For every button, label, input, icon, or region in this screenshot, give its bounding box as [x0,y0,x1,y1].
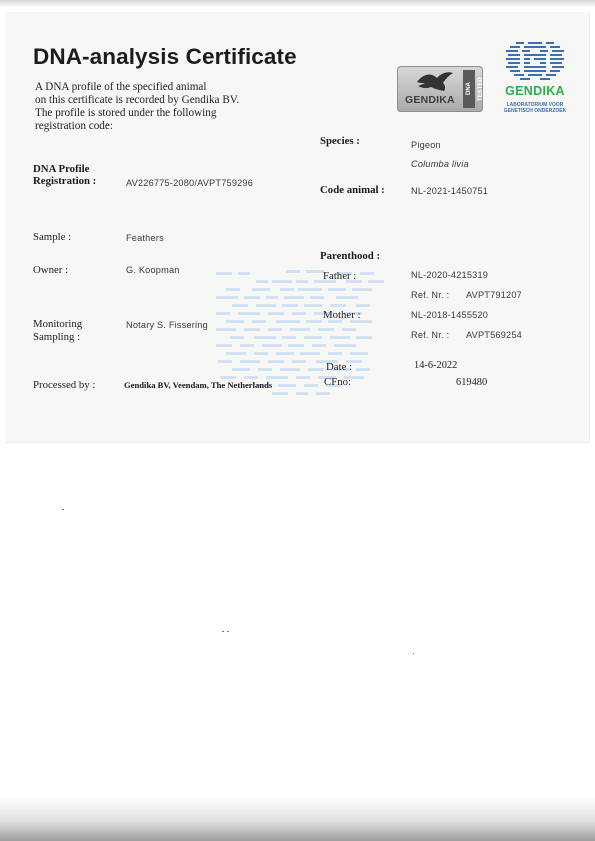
owner-label: Owner : [33,264,69,276]
badge-brand: GENDIKA [405,94,455,106]
father-code: NL-2020-4215319 [411,270,489,280]
profile-registration-value: AV226775-2080/AVPT759296 [126,178,254,188]
processed-by-text: Gendika BV, Veendam, The Netherlands [124,380,273,390]
species-label: Species : [320,135,360,147]
gendika-logo-icon [506,42,564,82]
dna-watermark-icon [196,262,416,398]
logo-name: GENDIKA [505,84,565,98]
mother-code: NL-2018-1455520 [411,310,489,320]
intro-text-line-3: The profile is stored under the following [35,107,217,119]
species-latin-name: Columba livia [411,159,469,169]
mother-ref-value: AVPT569254 [466,330,522,340]
profile-registration-label-line-2: Registration : [33,175,97,187]
scan-speck [227,631,229,632]
code-animal-label: Code animal : [320,184,385,196]
sample-label: Sample : [33,231,72,243]
intro-text-line-4: registration code: [35,120,113,132]
monitoring-sampling-label-line-1: Monitoring [33,318,83,330]
processed-by-value [124,380,272,390]
processed-by-label: Processed by : [33,379,96,391]
code-animal-value: NL-2021-1450751 [411,186,489,196]
gendika-logo [502,42,568,120]
species-common-name: Pigeon [411,140,441,150]
intro-text-line-2: on this certificate is recorded by Gendika BV. [35,94,240,106]
profile-registration-label-line-1: DNA Profile [33,163,90,175]
cfno-label: CFno: [324,376,352,388]
owner-value: G. Koopman [126,265,180,275]
mother-ref-label: Ref. Nr. : [411,330,450,340]
page-edge [0,0,595,8]
monitoring-sampling-value: Notary S. Fissering [126,320,208,330]
monitoring-sampling-label-line-2: Sampling : [33,331,81,343]
father-ref-value: AVPT791207 [466,290,522,300]
scan-shadow [0,796,595,841]
pigeon-icon [415,70,455,96]
date-value: 14-6-2022 [414,360,458,371]
logo-tagline-line-1: LABORATORIUM VOOR [506,102,564,108]
scan-speck [62,509,64,510]
dna-tested-badge [397,66,483,112]
mother-label: Mother : [323,309,361,321]
father-label: Father : [323,270,357,282]
scan-speck [413,653,414,654]
intro-text-line-1: A DNA profile of the specified animal [35,81,207,93]
logo-tagline-line-2: GENETISCH ONDERZOEK [503,108,567,114]
parenthood-label: Parenthood : [320,250,381,262]
scan-speck [222,631,224,632]
father-ref-label: Ref. Nr. : [411,290,450,300]
badge-tested-label: DNA TESTED [463,70,475,108]
date-label: Date : [326,361,353,373]
sample-value: Feathers [126,233,164,243]
certificate-title: DNA-analysis Certificate [33,44,297,69]
cfno-value: 619480 [456,377,488,388]
